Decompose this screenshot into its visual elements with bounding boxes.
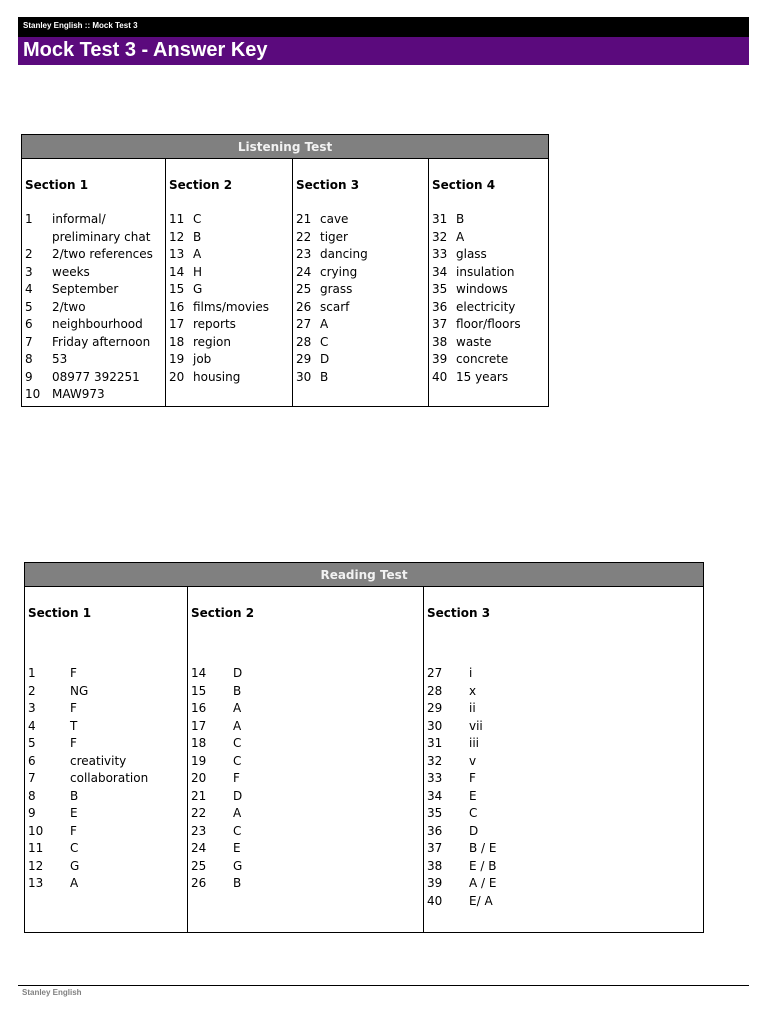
answer-text: D: [469, 823, 479, 838]
answer-text: 08977 392251: [52, 369, 140, 384]
answer-text: v: [469, 753, 477, 768]
answer-text: B / E: [469, 841, 497, 855]
question-number: 12: [28, 858, 44, 873]
answer-text: C: [469, 806, 478, 820]
answer-text: B: [193, 229, 202, 244]
section-heading: Section 1: [25, 178, 89, 192]
question-number: 25: [191, 858, 207, 873]
breadcrumb: Stanley English :: Mock Test 3: [23, 21, 138, 30]
answer-row: [296, 369, 428, 387]
answer-text: job: [193, 352, 212, 366]
answer-text: B: [233, 683, 242, 698]
answer-text: D: [233, 666, 243, 680]
question-number: 14: [169, 264, 185, 279]
question-number: 27: [427, 666, 443, 680]
answer-row: [169, 334, 292, 352]
answer-text: D: [233, 788, 243, 803]
answer-text: weeks: [52, 264, 90, 279]
question-number: 21: [191, 788, 207, 803]
answer-text: 53: [52, 352, 68, 366]
answer-row: [296, 316, 428, 334]
answer-text: crying: [320, 264, 358, 279]
answer-row: [28, 840, 187, 858]
question-number: 23: [191, 823, 207, 838]
answer-text: F: [469, 771, 476, 785]
question-number: 19: [169, 352, 185, 366]
answer-row: [28, 665, 187, 683]
answer-text: F: [70, 823, 77, 838]
answer-text: C: [233, 736, 242, 750]
question-number: 35: [432, 282, 448, 296]
reading-answer-table: [24, 562, 704, 933]
question-number: 20: [191, 771, 207, 785]
answer-text: floor/floors: [456, 317, 521, 331]
answer-text: glass: [456, 247, 487, 261]
question-number: 38: [432, 334, 448, 349]
answer-text: A: [70, 876, 79, 890]
question-number: 24: [296, 264, 312, 279]
answer-row: [169, 211, 292, 229]
question-number: 2: [25, 247, 33, 261]
answer-text: T: [70, 718, 78, 733]
answer-row: [25, 334, 165, 352]
answer-row: [427, 840, 703, 858]
title-bar: [18, 37, 749, 65]
question-number: 34: [432, 264, 448, 279]
answer-text: windows: [456, 282, 508, 296]
question-number: 5: [28, 736, 36, 750]
answer-text: Friday afternoon: [52, 334, 151, 349]
answer-text: 2/two: [52, 299, 86, 314]
answer-text: waste: [456, 334, 492, 349]
question-number: 30: [427, 718, 443, 733]
answer-text: neighbourhood: [52, 317, 143, 331]
question-number: 29: [296, 352, 312, 366]
question-number: 39: [432, 352, 448, 366]
answer-text: dancing: [320, 247, 368, 261]
answer-row: [28, 735, 187, 753]
question-number: 24: [191, 841, 207, 855]
answer-text: grass: [320, 282, 353, 296]
answer-row: [296, 299, 428, 317]
answer-row: [25, 316, 165, 334]
answer-row: [25, 281, 165, 299]
answer-text: F: [70, 736, 77, 750]
answer-row: [427, 683, 703, 701]
answer-row: [191, 788, 423, 806]
answer-row: [25, 229, 165, 247]
answer-text: preliminary chat: [52, 229, 151, 244]
footer-divider: [18, 985, 749, 986]
answer-row: [191, 735, 423, 753]
answer-text: A: [320, 317, 329, 331]
question-number: 3: [25, 264, 33, 279]
section-heading: Section 2: [191, 606, 255, 620]
answer-text: A / E: [469, 876, 497, 890]
answer-text: scarf: [320, 299, 350, 314]
answer-row: [25, 369, 165, 387]
question-number: 38: [427, 858, 443, 873]
answer-text: collaboration: [70, 771, 149, 785]
answer-row: [427, 788, 703, 806]
answer-row: [28, 805, 187, 823]
answer-row: [432, 229, 548, 247]
question-number: 29: [427, 701, 443, 715]
question-number: 5: [25, 299, 33, 314]
section-heading: Section 4: [432, 178, 496, 192]
question-number: 40: [427, 893, 443, 908]
page-title: Mock Test 3 - Answer Key: [23, 39, 268, 61]
question-number: 27: [296, 317, 312, 331]
question-number: 34: [427, 788, 443, 803]
question-number: 28: [296, 334, 312, 349]
question-number: 13: [169, 247, 185, 261]
answer-row: [191, 875, 423, 893]
answer-text: B: [70, 788, 79, 803]
answer-text: C: [233, 823, 242, 838]
answer-row: [427, 893, 703, 911]
question-number: 8: [28, 788, 36, 803]
answer-row: [432, 211, 548, 229]
answer-text: iii: [469, 736, 480, 750]
answer-text: G: [193, 282, 203, 296]
section-heading: Section 3: [427, 606, 491, 620]
answer-text: C: [320, 334, 329, 349]
question-number: 26: [296, 299, 312, 314]
answer-row: [427, 665, 703, 683]
question-number: 7: [25, 334, 33, 349]
answer-row: [432, 369, 548, 387]
answer-row: [169, 229, 292, 247]
answer-row: [169, 264, 292, 282]
question-number: 9: [25, 369, 33, 384]
answer-row: [191, 805, 423, 823]
answer-row: [25, 299, 165, 317]
answer-row: [28, 788, 187, 806]
listening-section-2: [166, 159, 293, 407]
answer-row: [432, 316, 548, 334]
question-number: 16: [191, 701, 207, 715]
question-number: 22: [191, 806, 207, 820]
question-number: 40: [432, 369, 448, 384]
question-number: 32: [427, 753, 443, 768]
answer-row: [432, 299, 548, 317]
answer-text: C: [193, 212, 202, 226]
question-number: 33: [427, 771, 443, 785]
footer-text: Stanley English: [22, 988, 82, 997]
answer-row: [296, 264, 428, 282]
question-number: 33: [432, 247, 448, 261]
answer-text: F: [70, 701, 77, 715]
answer-row: [427, 735, 703, 753]
question-number: 9: [28, 806, 36, 820]
answer-row: [432, 281, 548, 299]
answer-row: [427, 805, 703, 823]
question-number: 6: [28, 753, 36, 768]
answer-row: [28, 683, 187, 701]
answer-text: D: [320, 352, 330, 366]
answer-text: insulation: [456, 264, 515, 279]
answer-row: [169, 316, 292, 334]
answer-text: E / B: [469, 858, 497, 873]
question-number: 18: [169, 334, 185, 349]
answer-row: [427, 875, 703, 893]
answer-text: B: [320, 369, 329, 384]
answer-row: [28, 858, 187, 876]
answer-row: [191, 858, 423, 876]
answer-text: i: [469, 666, 473, 680]
answer-text: F: [233, 771, 240, 785]
answer-row: [169, 351, 292, 369]
question-number: 10: [28, 823, 44, 838]
question-number: 6: [25, 317, 33, 331]
answer-row: [432, 264, 548, 282]
question-number: 11: [28, 841, 44, 855]
answer-row: [191, 753, 423, 771]
reading-section-3: [424, 587, 704, 933]
answer-text: A: [193, 247, 202, 261]
answer-row: [427, 700, 703, 718]
answer-text: C: [233, 753, 242, 768]
question-number: 15: [169, 282, 185, 296]
listening-section-3: [293, 159, 429, 407]
answer-row: [25, 211, 165, 229]
answer-text: reports: [193, 317, 236, 331]
answer-row: [191, 700, 423, 718]
answer-row: [427, 718, 703, 736]
answer-text: E: [469, 788, 477, 803]
answer-text: 15 years: [456, 369, 509, 384]
answer-text: creativity: [70, 753, 127, 768]
breadcrumb-bar: [18, 17, 749, 37]
question-number: 30: [296, 369, 312, 384]
answer-row: [25, 264, 165, 282]
answer-row: [191, 823, 423, 841]
question-number: 18: [191, 736, 207, 750]
answer-row: [432, 334, 548, 352]
answer-row: [432, 246, 548, 264]
answer-text: A: [233, 718, 242, 733]
answer-row: [28, 700, 187, 718]
question-number: 4: [25, 282, 33, 296]
question-number: 16: [169, 299, 185, 314]
answer-text: films/movies: [193, 299, 269, 314]
answer-row: [169, 369, 292, 387]
answer-text: vii: [469, 718, 483, 733]
answer-text: MAW973: [52, 387, 105, 401]
question-number: 28: [427, 683, 443, 698]
answer-row: [427, 823, 703, 841]
answer-row: [169, 246, 292, 264]
answer-text: cave: [320, 212, 349, 226]
reading-table-title: Reading Test: [25, 563, 704, 587]
answer-text: H: [193, 264, 203, 279]
answer-text: NG: [70, 683, 89, 698]
answer-text: tiger: [320, 229, 348, 244]
answer-row: [296, 281, 428, 299]
question-number: 3: [28, 701, 36, 715]
question-number: 21: [296, 212, 312, 226]
answer-row: [427, 753, 703, 771]
answer-row: [191, 718, 423, 736]
question-number: 7: [28, 771, 36, 785]
question-number: 37: [432, 317, 448, 331]
listening-table-title: Listening Test: [22, 135, 549, 159]
answer-row: [191, 770, 423, 788]
question-number: 37: [427, 841, 443, 855]
question-number: 11: [169, 212, 185, 226]
answer-row: [296, 246, 428, 264]
answer-text: G: [233, 858, 243, 873]
question-number: 17: [191, 718, 207, 733]
section-heading: Section 2: [169, 178, 233, 192]
question-number: 8: [25, 352, 33, 366]
answer-text: E/ A: [469, 893, 493, 908]
answer-row: [28, 753, 187, 771]
question-number: 10: [25, 387, 41, 401]
answer-text: E: [70, 806, 78, 820]
question-number: 19: [191, 753, 207, 768]
question-number: 20: [169, 369, 185, 384]
question-number: 39: [427, 876, 443, 890]
answer-row: [191, 683, 423, 701]
answer-text: B: [456, 212, 465, 226]
section-heading: Section 3: [296, 178, 360, 192]
answer-text: September: [52, 282, 119, 296]
answer-row: [427, 770, 703, 788]
reading-section-2: [188, 587, 424, 933]
answer-text: ii: [469, 701, 476, 715]
question-number: 32: [432, 229, 448, 244]
answer-row: [25, 351, 165, 369]
question-number: 31: [427, 736, 443, 750]
answer-text: 2/two references: [52, 247, 153, 261]
answer-text: informal/: [52, 212, 106, 226]
question-number: 36: [427, 823, 443, 838]
question-number: 4: [28, 718, 36, 733]
reading-section-1: [25, 587, 188, 933]
answer-text: A: [233, 701, 242, 715]
answer-row: [427, 858, 703, 876]
question-number: 1: [25, 212, 33, 226]
answer-row: [296, 229, 428, 247]
question-number: 31: [432, 212, 448, 226]
answer-text: F: [70, 666, 77, 680]
listening-section-4: [429, 159, 549, 407]
answer-text: G: [70, 858, 80, 873]
question-number: 17: [169, 317, 185, 331]
answer-row: [28, 875, 187, 893]
question-number: 15: [191, 683, 207, 698]
question-number: 12: [169, 229, 185, 244]
listening-answer-table: [21, 134, 549, 407]
answer-row: [28, 718, 187, 736]
listening-section-1: [22, 159, 166, 407]
answer-row: [296, 211, 428, 229]
answer-row: [25, 246, 165, 264]
answer-row: [28, 770, 187, 788]
answer-text: A: [233, 806, 242, 820]
answer-text: housing: [193, 369, 241, 384]
question-number: 36: [432, 299, 448, 314]
answer-text: region: [193, 334, 231, 349]
answer-row: [191, 665, 423, 683]
answer-row: [25, 386, 165, 404]
answer-row: [169, 299, 292, 317]
question-number: 35: [427, 806, 443, 820]
section-heading: Section 1: [28, 606, 92, 620]
answer-text: C: [70, 841, 79, 855]
question-number: 14: [191, 666, 207, 680]
question-number: 13: [28, 876, 44, 890]
answer-row: [191, 840, 423, 858]
answer-row: [432, 351, 548, 369]
answer-row: [169, 281, 292, 299]
answer-text: x: [469, 683, 477, 698]
answer-row: [28, 823, 187, 841]
answer-text: electricity: [456, 299, 516, 314]
answer-text: concrete: [456, 352, 509, 366]
question-number: 1: [28, 666, 36, 680]
answer-text: E: [233, 841, 241, 855]
question-number: 26: [191, 876, 207, 890]
question-number: 22: [296, 229, 312, 244]
question-number: 23: [296, 247, 312, 261]
answer-text: B: [233, 876, 242, 890]
question-number: 2: [28, 683, 36, 698]
answer-row: [296, 351, 428, 369]
answer-text: A: [456, 229, 465, 244]
question-number: 25: [296, 282, 312, 296]
answer-row: [296, 334, 428, 352]
